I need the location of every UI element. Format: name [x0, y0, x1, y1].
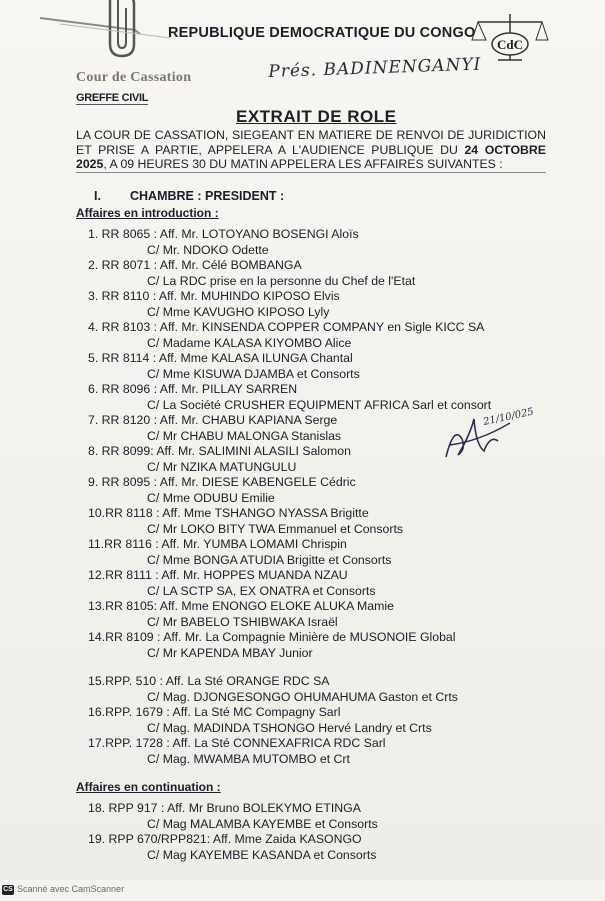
case-respondent-line: C/ Mme KAVUGHO KIPOSO Lyly	[147, 304, 330, 319]
court-seal-icon	[470, 10, 550, 68]
case-appellant-line: 18. RPP 917 : Aff. Mr Bruno BOLEKYMO ETINGA	[88, 801, 361, 815]
greffe-label: GREFFE CIVIL	[76, 92, 149, 104]
chamber-label: CHAMBRE : PRESIDENT :	[130, 189, 285, 203]
case-entry	[88, 382, 491, 413]
case-entry	[88, 630, 455, 661]
case-appellant-line: 11.RR 8116 : Aff. Mr. YUMBA LOMAMI Chrispin	[88, 537, 347, 551]
case-entry	[88, 227, 359, 258]
case-respondent-line: C/ Mr LOKO BITY TWA Emmanuel et Consorts	[147, 521, 404, 536]
case-respondent-line: C/ Mr BABELO TSHIBWAKA Israël	[147, 614, 338, 629]
chamber-number: I.	[94, 189, 101, 203]
case-appellant-line: 7. RR 8120 : Aff. Mr. CHABU KAPIANA Serge	[88, 413, 338, 427]
case-appellant-line: 1. RR 8065 : Aff. Mr. LOTOYANO BOSENGI Aloïs	[88, 227, 359, 241]
case-appellant-line: 17.RPP. 1728 : Aff. La Sté CONNEXAFRICA RDC Sarl	[88, 736, 386, 750]
case-entry	[88, 475, 356, 506]
case-appellant-line: 19. RPP 670/RPP821: Aff. Mme Zaida KASONGO	[88, 832, 362, 846]
intro-paragraph	[76, 128, 546, 173]
case-appellant-line: 4. RR 8103 : Aff. Mr. KINSENDA COPPER COMPANY en Sigle KICC SA	[88, 320, 485, 334]
case-entry	[88, 568, 375, 599]
case-respondent-line: C/ Mme KISUWA DJAMBA et Consorts	[147, 366, 360, 381]
case-respondent-line: C/ LA SCTP SA, EX ONATRA et Consorts	[147, 583, 376, 598]
case-respondent-line: C/ Mr CHABU MALONGA Stanislas	[147, 428, 342, 443]
case-appellant-line: 9. RR 8095 : Aff. Mr. DIESE KABENGELE Cédric	[88, 475, 356, 489]
case-respondent-line: C/ Mag. MWAMBA MUTOMBO et Crt	[147, 751, 350, 766]
case-entry	[88, 444, 351, 475]
case-appellant-line: 12.RR 8111 : Aff. Mr. HOPPES MUANDA NZAU	[88, 568, 348, 582]
hearing-date: 24 OCTOBRE 2025	[76, 142, 546, 171]
case-entry	[88, 506, 403, 537]
case-appellant-line: 16.RPP. 1679 : Aff. La Sté MC Compagny Sarl	[88, 705, 341, 719]
case-respondent-line: C/ La RDC prise en la personne du Chef de l'Etat	[147, 273, 416, 288]
handwritten-date: 21/10/025	[482, 406, 535, 428]
case-entry	[88, 832, 376, 863]
case-entry	[88, 674, 458, 705]
seal-text: CdC	[496, 37, 524, 52]
case-appellant-line: 5. RR 8114 : Aff. Mme KALASA ILUNGA Chantal	[88, 351, 353, 365]
chamber-heading	[94, 189, 284, 203]
camscanner-logo-icon: CS	[3, 885, 13, 893]
republic-heading: REPUBLIQUE DEMOCRATIQUE DU CONGO	[168, 25, 476, 41]
section-introduction: Affaires en introduction :	[76, 206, 219, 220]
case-respondent-line: C/ Mag. DJONGESONGO OHUMAHUMA Gaston et Crts	[147, 689, 458, 704]
case-respondent-line: C/ Mr. NDOKO Odette	[147, 242, 269, 257]
case-entry	[88, 289, 340, 320]
case-respondent-line: C/ Mr NZIKA MATUNGULU	[147, 459, 297, 474]
case-appellant-line: 10.RR 8118 : Aff. Mme TSHANGO NYASSA Brigitte	[88, 506, 369, 520]
paper-clip-icon	[40, 0, 180, 60]
case-entry	[88, 736, 386, 767]
case-respondent-line: C/ Mag MALAMBA KAYEMBE et Consorts	[147, 816, 378, 831]
case-entry	[88, 537, 391, 568]
section-continuation: Affaires en continuation :	[76, 780, 221, 794]
case-entry	[88, 599, 394, 630]
case-respondent-line: C/ Mme ODUBU Emilie	[147, 490, 275, 505]
scanner-text: Scanné avec CamScanner	[17, 884, 125, 894]
court-name: Cour de Cassation	[76, 70, 192, 85]
case-appellant-line: 6. RR 8096 : Aff. Mr. PILLAY SARREN	[88, 382, 298, 396]
handwritten-president: Prés. BADINENGANYI	[268, 54, 482, 82]
case-appellant-line: 13.RR 8105: Aff. Mme ENONGO ELOKE ALUKA Mamie	[88, 599, 394, 613]
case-entry	[88, 801, 378, 832]
case-entry	[88, 705, 432, 736]
case-appellant-line: 14.RR 8109 : Aff. Mr. La Compagnie Minière de MUSONOIE Global	[88, 630, 456, 644]
scanner-footer	[2, 884, 124, 895]
case-entry	[88, 320, 484, 351]
case-respondent-line: C/ Madame KALASA KIYOMBO Alice	[147, 335, 352, 350]
case-appellant-line: 2. RR 8071 : Aff. Mr. Célé BOMBANGA	[88, 258, 302, 272]
case-entry	[88, 413, 341, 444]
case-appellant-line: 8. RR 8099: Aff. Mr. SALIMINI ALASILI Salomon	[88, 444, 351, 458]
document-title: EXTRAIT DE ROLE	[236, 107, 397, 126]
handwritten-signature	[440, 405, 540, 465]
case-respondent-line: C/ La Société CRUSHER EQUIPMENT AFRICA Sarl et consort	[147, 397, 492, 412]
case-respondent-line: C/ Mr KAPENDA MBAY Junior	[147, 645, 313, 660]
intro-text-after: , A 09 HEURES 30 DU MATIN APPELERA LES AFFAIRES SUIVANTES :	[103, 157, 503, 171]
case-appellant-line: 3. RR 8110 : Aff. Mr. MUHINDO KIPOSO Elvis	[88, 289, 340, 303]
case-entry	[88, 351, 360, 382]
case-respondent-line: C/ Mag. MADINDA TSHONGO Hervé Landry et Crts	[147, 720, 432, 735]
case-respondent-line: C/ Mme BONGA ATUDIA Brigitte et Consorts	[147, 552, 392, 567]
case-respondent-line: C/ Mag KAYEMBE KASANDA et Consorts	[147, 847, 377, 862]
case-appellant-line: 15.RPP. 510 : Aff. La Sté ORANGE RDC SA	[88, 674, 330, 688]
intro-text-before: LA COUR DE CASSATION, SIEGEANT EN MATIERE DE RENVOI DE JURIDICTION ET PRISE A PARTIE, APPELERA A L'AUDIENCE PUBLIQUE DU	[76, 128, 546, 157]
case-entry	[88, 258, 415, 289]
